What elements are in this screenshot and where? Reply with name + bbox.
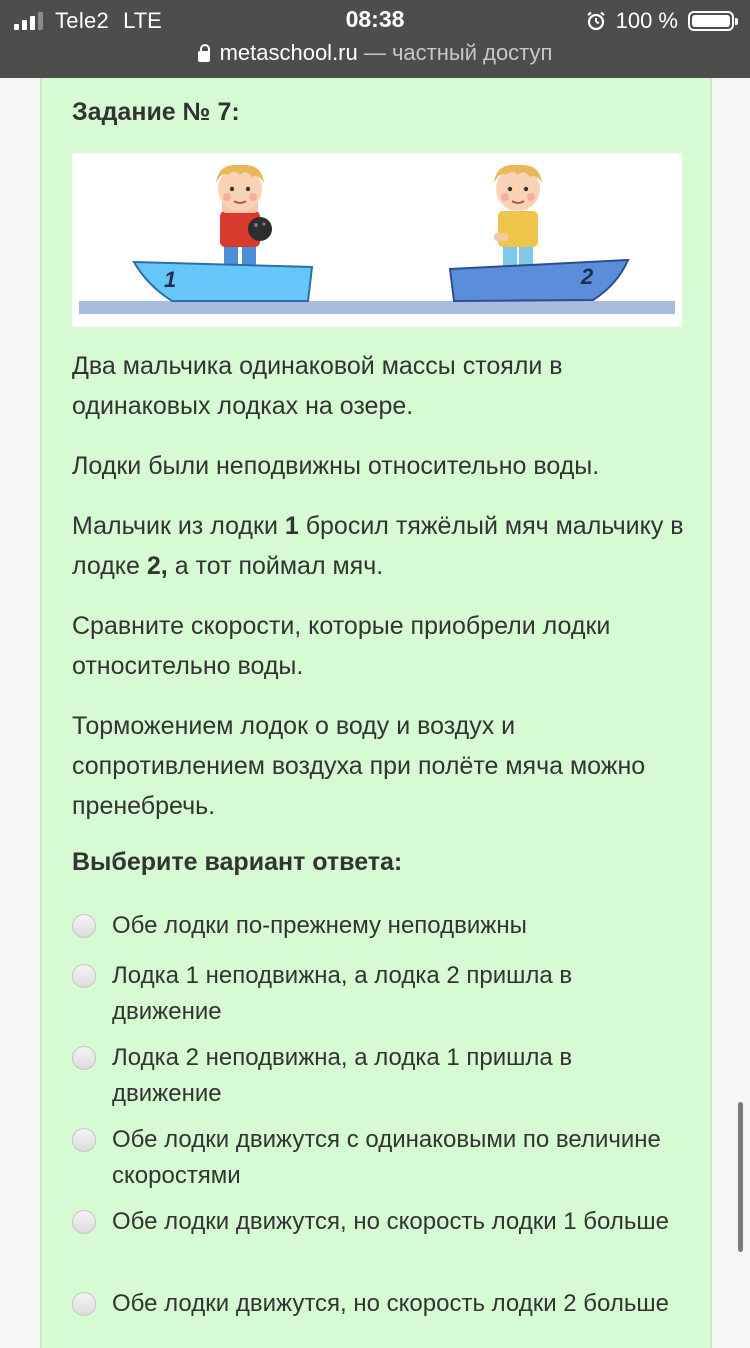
- status-bar: [0, 0, 750, 78]
- task-paragraph-5: Торможением лодок о воду и воздух и сопротивлением воздуха при полёте мяча можно пренебречь.: [72, 712, 646, 820]
- paragraph-3-text-b: бросил тяжёлый мяч мальчику в лодке: [72, 512, 684, 580]
- answer-option-label[interactable]: Лодка 1 неподвижна, а лодка 2 пришла в движение: [112, 962, 573, 1025]
- boat-1-number: 1: [284, 512, 299, 540]
- boat-2-label: 2: [581, 264, 594, 289]
- answer-option-label[interactable]: Обе лодки по-прежнему неподвижны: [112, 912, 527, 939]
- lock-icon: [198, 51, 210, 62]
- answer-option-label[interactable]: Обе лодки движутся с одинаковыми по величине скоростями: [112, 1126, 661, 1189]
- task-illustration: [72, 153, 682, 327]
- battery-icon: [688, 11, 734, 31]
- address-bar[interactable]: [0, 40, 750, 66]
- boy-2-figure: [494, 165, 542, 269]
- boat-2: [450, 260, 628, 301]
- paragraph-3-text-a: Мальчик из лодки: [72, 512, 285, 540]
- radio-button[interactable]: [72, 1210, 96, 1234]
- answer-prompt: Выберите вариант ответа:: [72, 848, 403, 876]
- radio-button[interactable]: [72, 1046, 96, 1070]
- url-access-note: — частный доступ: [357, 40, 553, 65]
- answer-option-label[interactable]: Лодка 2 неподвижна, а лодка 1 пришла в движение: [112, 1044, 573, 1107]
- answer-option-label[interactable]: Обе лодки движутся, но скорость лодки 1 больше: [112, 1208, 669, 1235]
- radio-button[interactable]: [72, 1292, 96, 1316]
- radio-button[interactable]: [72, 964, 96, 988]
- answer-option-label[interactable]: Обе лодки движутся, но скорость лодки 2 больше: [112, 1290, 669, 1317]
- radio-button[interactable]: [72, 1128, 96, 1152]
- water-line: [79, 301, 675, 314]
- scroll-indicator[interactable]: [738, 1102, 743, 1252]
- task-paragraph-1: Два мальчика одинаковой массы стояли в одинаковых лодках на озере.: [72, 352, 563, 420]
- boat-2-number: 2,: [146, 552, 168, 580]
- clock: 08:38: [345, 6, 405, 32]
- heavy-ball: [248, 217, 272, 241]
- paragraph-3-text-c: а тот поймал мяч.: [167, 552, 384, 580]
- url-host: metaschool.ru: [219, 40, 358, 65]
- task-paragraph-3: [72, 506, 692, 586]
- status-right: [586, 8, 734, 34]
- task-paragraph-4: Сравните скорости, которые приобрели лодки относительно воды.: [72, 612, 611, 680]
- boat-1: [134, 262, 312, 301]
- alarm-icon: [586, 11, 606, 31]
- carrier-name: Tele2: [55, 8, 110, 33]
- task-paragraph-2: Лодки были неподвижны относительно воды.: [72, 452, 600, 480]
- radio-button[interactable]: [72, 914, 96, 938]
- task-card: [40, 78, 712, 1348]
- task-title: Задание № 7:: [72, 98, 240, 126]
- boat-1-label: 1: [164, 267, 177, 292]
- network-type: LTE: [123, 8, 162, 33]
- boy-1-figure: [216, 165, 264, 269]
- battery-percent: 100 %: [615, 8, 678, 33]
